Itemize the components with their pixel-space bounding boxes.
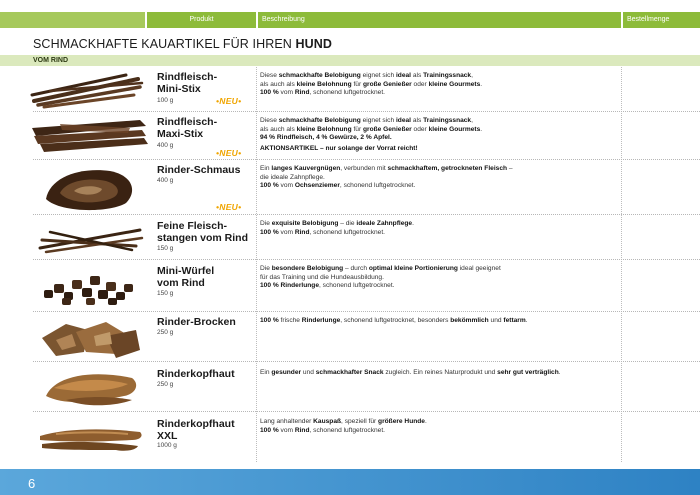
product-name: Feine Fleisch- stangen vom Rind bbox=[157, 220, 249, 244]
header-order-quantity: Bestellmenge bbox=[623, 12, 700, 28]
product-description: Die besondere Belobigung – durch optimal kleine Portionierung ideal geeignet für das Training und die Hundeausbildung. 100 % Rinderlunge, schonend luftgetrocknet. bbox=[260, 265, 501, 290]
product-row bbox=[0, 67, 700, 112]
product-image-rinderkopfhaut-xxl bbox=[36, 420, 146, 456]
product-weight: 400 g bbox=[157, 177, 174, 184]
product-name: Rindfleisch- Mini-Stix bbox=[157, 71, 218, 95]
product-weight: 400 g bbox=[157, 142, 174, 149]
new-badge: •NEU• bbox=[216, 202, 242, 212]
product-image-mini-stix bbox=[30, 71, 145, 109]
footer-bar bbox=[0, 469, 700, 495]
new-badge: •NEU• bbox=[216, 148, 242, 158]
product-weight: 150 g bbox=[157, 290, 174, 297]
product-row bbox=[0, 215, 700, 260]
page-number: 6 bbox=[28, 476, 36, 491]
page-title-main: SCHMACKHAFTE KAUARTIKEL FÜR IHREN bbox=[33, 37, 292, 51]
product-image-rinder-brocken bbox=[36, 316, 146, 360]
product-name: Rinder-Schmaus bbox=[157, 164, 241, 176]
product-image-mini-wuerfel bbox=[36, 266, 146, 308]
product-weight: 150 g bbox=[157, 245, 174, 252]
product-image-fleischstangen bbox=[36, 220, 146, 256]
product-description: Ein langes Kauvergnügen, verbunden mit schmackhaftem, getrockneten Fleisch – die ideale Zahnpflege. 100 % vom Ochsenziemer, schonend luftgetrocknet. bbox=[260, 165, 513, 190]
page-title-bold: HUND bbox=[295, 37, 332, 51]
category-label: VOM RIND bbox=[33, 57, 68, 64]
product-weight: 1000 g bbox=[157, 442, 177, 449]
product-row bbox=[0, 362, 700, 412]
new-badge: •NEU• bbox=[216, 96, 242, 106]
product-description: Die exquisite Belobigung – die ideale Zahnpflege. 100 % vom Rind, schonend luftgetrocknet. bbox=[260, 220, 414, 236]
category-bar bbox=[0, 55, 700, 66]
product-row bbox=[0, 412, 700, 462]
product-weight: 100 g bbox=[157, 97, 174, 104]
header-description: Beschreibung bbox=[258, 12, 621, 28]
product-name: Rindfleisch- Maxi-Stix bbox=[157, 116, 218, 140]
product-description: 100 % frische Rinderlunge, schonend luftgetrocknet, besonders bekömmlich und fettarm. bbox=[260, 317, 528, 324]
product-row bbox=[0, 112, 700, 160]
product-name: Rinderkopfhaut XXL bbox=[157, 418, 235, 442]
page-title bbox=[33, 37, 332, 51]
table-header-bar bbox=[0, 12, 700, 28]
product-description: Ein gesunder und schmackhafter Snack zugleich. Ein reines Naturprodukt und sehr gut verträglich. bbox=[260, 369, 561, 376]
product-row bbox=[0, 312, 700, 362]
product-name: Mini-Würfel vom Rind bbox=[157, 265, 215, 289]
product-description: Diese schmackhafte Belobigung eignet sich ideal als Trainingssnack, als auch als kleine Belohnung für große Genießer oder kleine Gourmets. 100 % vom Rind, schonend luftgetrocknet. bbox=[260, 72, 483, 97]
product-weight: 250 g bbox=[157, 381, 174, 388]
product-row bbox=[0, 260, 700, 312]
header-spacer bbox=[0, 12, 145, 28]
product-description: Lang anhaltender Kauspaß, speziell für größere Hunde. 100 % vom Rind, schonend luftgetrocknet. bbox=[260, 418, 427, 434]
product-weight: 250 g bbox=[157, 329, 174, 336]
product-image-rinder-schmaus bbox=[40, 163, 140, 213]
product-row bbox=[0, 160, 700, 215]
header-product: Produkt bbox=[147, 12, 256, 28]
product-image-maxi-stix bbox=[30, 116, 150, 156]
product-description: Diese schmackhafte Belobigung eignet sich ideal als Trainingssnack, als auch als kleine Belohnung für große Genießer oder kleine Gourmets. 94 % Rindfleisch, 4 % Gewürze, 2 % Apfel. AKTIONSARTIKEL – nur solange der Vorrat reicht! bbox=[260, 117, 483, 152]
product-name: Rinder-Brocken bbox=[157, 316, 236, 328]
product-image-rinderkopfhaut bbox=[36, 366, 146, 410]
product-name: Rinderkopfhaut bbox=[157, 368, 235, 380]
